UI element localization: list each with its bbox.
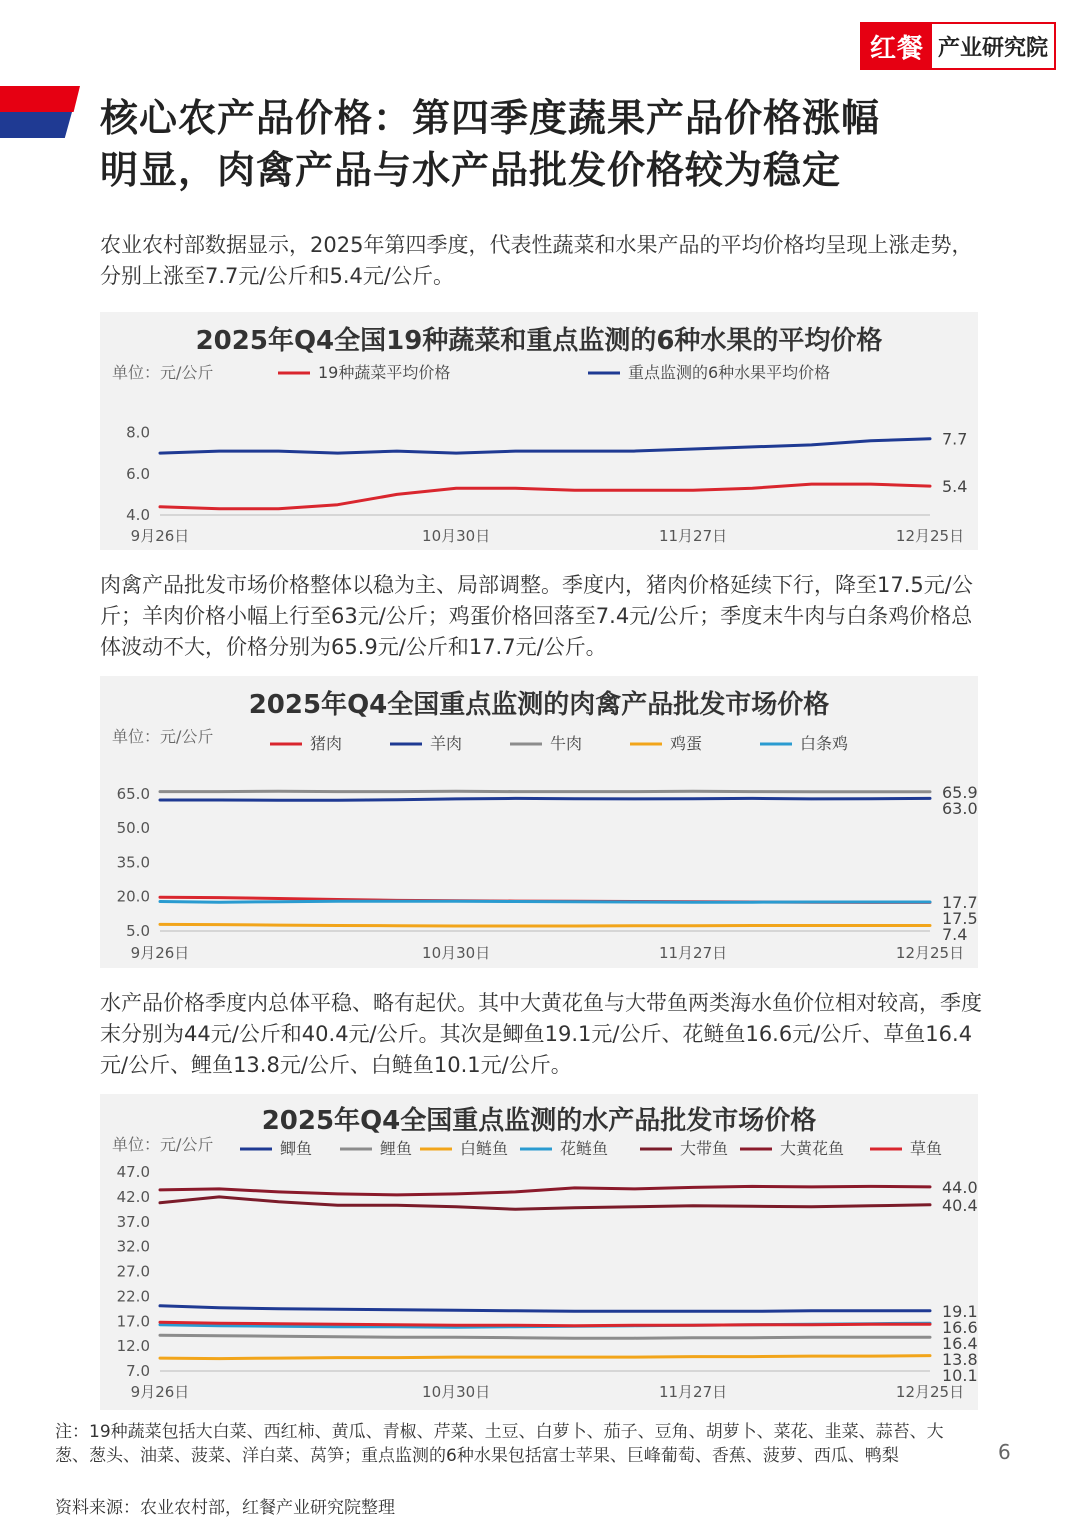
- legend-label: 草鱼: [910, 1139, 943, 1158]
- y-tick-label: 6.0: [126, 464, 150, 483]
- header-accent-bar: [0, 86, 80, 138]
- chart-aquatic-box: [100, 1094, 978, 1410]
- x-tick-label: 12月25日: [895, 527, 965, 545]
- series-line-大黄花鱼: [160, 1186, 930, 1195]
- page-number: 6: [998, 1440, 1011, 1464]
- chart-3-title: 2025年Q4全国重点监测的水产品批发市场价格: [261, 1106, 817, 1136]
- legend-label: 鸡蛋: [670, 734, 703, 753]
- end-value-label: 17.5: [942, 908, 978, 928]
- legend-label: 大带鱼: [680, 1139, 729, 1158]
- y-tick-label: 27.0: [116, 1262, 150, 1281]
- series-line-鸡蛋: [160, 924, 930, 926]
- x-tick-label: 9月26日: [130, 1383, 190, 1401]
- meat-paragraph: 肉禽产品批发市场价格整体以稳为主、局部调整。季度内，猪肉价格延续下行，降至17.5元/公斤；羊肉价格小幅上行至63元/公斤；鸡蛋价格回落至7.4元/公斤；季度末牛肉与白条鸡价格总体波动不大，价格分别为65.9元/公斤和17.7元/公斤。: [100, 573, 973, 659]
- x-tick-label: 11月27日: [658, 944, 728, 962]
- series-line-鲤鱼: [160, 1335, 930, 1338]
- x-tick-label: 10月30日: [422, 944, 491, 962]
- legend-label: 羊肉: [430, 734, 463, 753]
- legend-label: 白鲢鱼: [460, 1139, 509, 1158]
- series-line-鲫鱼: [160, 1306, 930, 1312]
- end-value-label: 16.4: [942, 1333, 978, 1353]
- y-tick-label: 7.0: [126, 1362, 150, 1380]
- y-tick-label: 20.0: [116, 887, 150, 906]
- y-tick-label: 37.0: [116, 1212, 150, 1231]
- end-value-label: 44.0: [942, 1177, 978, 1197]
- unit-label: 单位：元/公斤: [112, 363, 214, 382]
- header-accent-blue: [0, 112, 72, 138]
- legend-label: 花鲢鱼: [560, 1139, 609, 1158]
- chart-2-title: 2025年Q4全国重点监测的肉禽产品批发市场价格: [248, 690, 830, 720]
- x-tick-label: 9月26日: [130, 944, 190, 962]
- end-value-label: 5.4: [942, 477, 968, 497]
- chart-vegetable-fruit: [100, 312, 978, 550]
- y-tick-label: 22.0: [116, 1287, 150, 1306]
- x-tick-label: 11月27日: [658, 527, 728, 545]
- y-tick-label: 12.0: [116, 1337, 150, 1356]
- legend-label: 鲤鱼: [380, 1139, 413, 1158]
- x-tick-label: 12月25日: [895, 944, 965, 962]
- logo-text: 产业研究院: [937, 35, 1048, 61]
- end-value-label: 19.1: [942, 1301, 978, 1321]
- y-tick-label: 32.0: [116, 1237, 150, 1256]
- legend-label: 19种蔬菜平均价格: [318, 363, 451, 382]
- brand-logo: [860, 22, 1056, 70]
- x-tick-label: 11月27日: [658, 1383, 728, 1401]
- x-tick-label: 10月30日: [422, 527, 491, 545]
- series-line-牛肉: [160, 791, 930, 792]
- series-line-白鲢鱼: [160, 1356, 930, 1359]
- legend-label: 大黄花鱼: [780, 1139, 845, 1158]
- end-value-label: 40.4: [942, 1195, 978, 1215]
- end-value-label: 13.8: [942, 1349, 978, 1369]
- page-title: [100, 92, 1000, 196]
- unit-label: 单位：元/公斤: [112, 1135, 214, 1154]
- series-line-大带鱼: [160, 1197, 930, 1209]
- chart-meat-box: [100, 676, 978, 968]
- end-value-label: 63.0: [942, 798, 978, 818]
- footnote: 注：19种蔬菜包括大白菜、西红柿、黄瓜、青椒、芹菜、土豆、白萝卜、茄子、豆角、胡萝卜、菜花、韭菜、蒜苔、大葱、葱头、油菜、菠菜、洋白菜、莴笋；重点监测的6种水果包括富士苹果、巨峰葡萄、香蕉、菠萝、西瓜、鸭梨: [55, 1422, 944, 1466]
- end-value-label: 16.6: [942, 1317, 978, 1337]
- intro-paragraph: 农业农村部数据显示，2025年第四季度，代表性蔬菜和水果产品的平均价格均呈现上涨走势，分别上涨至7.7元/公斤和5.4元/公斤。: [100, 233, 973, 288]
- x-tick-label: 9月26日: [130, 527, 190, 545]
- legend-label: 牛肉: [550, 734, 583, 753]
- series-line-19种蔬菜平均价格: [160, 484, 930, 509]
- end-value-label: 10.1: [942, 1365, 978, 1385]
- y-tick-label: 17.0: [116, 1312, 150, 1331]
- header-accent-red: [0, 86, 80, 112]
- legend-label: 猪肉: [310, 734, 343, 753]
- series-line-重点监测的6种水果平均价格: [160, 439, 930, 453]
- chart-meat: [100, 676, 978, 968]
- y-tick-label: 50.0: [116, 819, 150, 838]
- chart-vegetable-fruit-box: [100, 312, 978, 550]
- y-tick-label: 8.0: [126, 423, 150, 442]
- aquatic-paragraph: 水产品价格季度内总体平稳、略有起伏。其中大黄花鱼与大带鱼两类海水鱼价位相对较高，季度末分别为44元/公斤和40.4元/公斤。其次是鲫鱼19.1元/公斤、花鲢鱼16.6元/公斤、草鱼16.4元/公斤、鲤鱼13.8元/公斤、白鲢鱼10.1元/公斤。: [100, 991, 982, 1077]
- series-line-羊肉: [160, 798, 930, 800]
- chart-1-title: 2025年Q4全国19种蔬菜和重点监测的6种水果的平均价格: [195, 326, 883, 356]
- legend-label: 白条鸡: [800, 734, 849, 753]
- x-tick-label: 12月25日: [895, 1383, 965, 1401]
- y-tick-label: 47.0: [116, 1163, 150, 1181]
- x-tick-label: 10月30日: [422, 1383, 491, 1401]
- y-tick-label: 5.0: [126, 922, 150, 940]
- end-value-label: 65.9: [942, 782, 978, 802]
- series-line-白条鸡: [160, 901, 930, 902]
- y-tick-label: 42.0: [116, 1187, 150, 1206]
- chart-aquatic: [100, 1094, 978, 1410]
- unit-label: 单位：元/公斤: [112, 727, 214, 746]
- y-tick-label: 35.0: [116, 853, 150, 872]
- end-value-label: 7.4: [942, 924, 968, 944]
- legend-label: 重点监测的6种水果平均价格: [628, 363, 831, 382]
- source-note: 资料来源：农业农村部，红餐产业研究院整理: [55, 1498, 395, 1518]
- logo-mark: 红餐: [862, 24, 932, 68]
- end-value-label: 7.7: [942, 429, 968, 449]
- page-title-line-2: 明显，肉禽产品与水产品批发价格较为稳定: [100, 148, 842, 192]
- y-tick-label: 65.0: [116, 784, 150, 803]
- legend-label: 鲫鱼: [280, 1139, 313, 1158]
- y-tick-label: 4.0: [126, 506, 150, 524]
- end-value-label: 17.7: [942, 892, 978, 912]
- page-title-line-1: 核心农产品价格：第四季度蔬果产品价格涨幅: [100, 96, 881, 140]
